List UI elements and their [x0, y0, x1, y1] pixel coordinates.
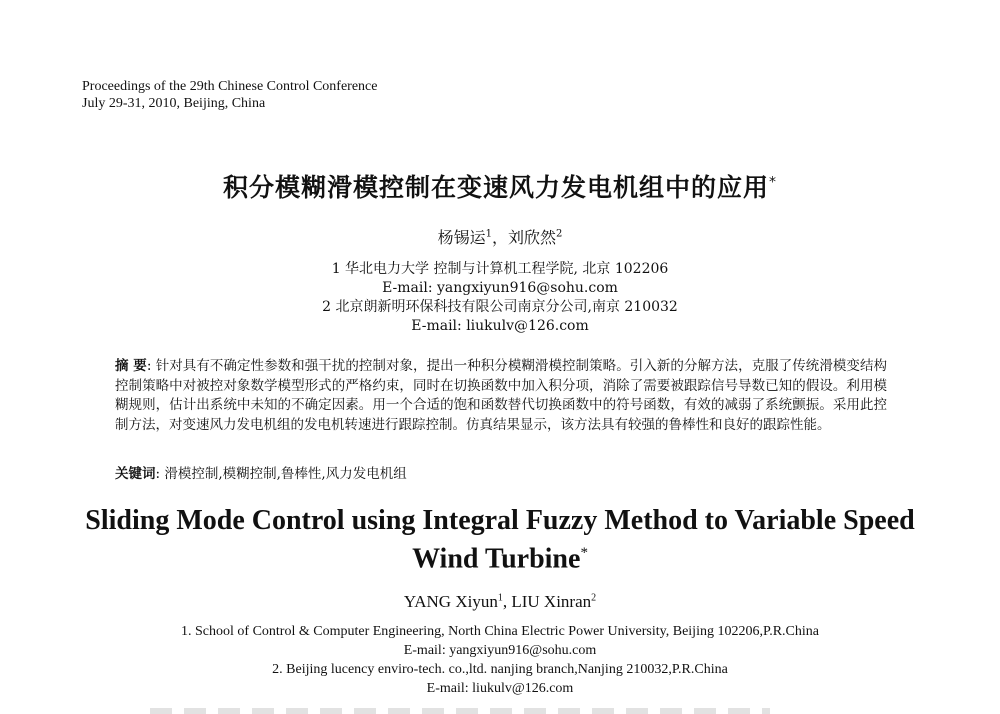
author-name: LIU Xinran [511, 592, 592, 611]
author-affiliation-mark: 1 [497, 592, 503, 604]
chinese-abstract [115, 357, 887, 435]
chinese-affiliations [0, 260, 1000, 336]
author-affiliation-mark: 2 [591, 592, 597, 604]
cut-off-text-line [150, 708, 770, 714]
english-title-text: Wind Turbine [412, 543, 581, 575]
conference-date-line: July 29-31, 2010, Beijing, China [82, 96, 266, 111]
author-name: 杨锡运 [437, 228, 486, 247]
title-footnote-mark: * [769, 174, 777, 191]
affiliation-line: 1 华北电力大学 控制与计算机工程学院, 北京 102206 [331, 261, 669, 277]
english-authors [0, 592, 1000, 612]
proceedings-line: Proceedings of the 29th Chinese Control Conference [82, 79, 378, 94]
chinese-keywords [115, 462, 407, 482]
chinese-title [0, 168, 1000, 204]
email-line: E-mail: liukulv@126.com [411, 318, 589, 334]
chinese-title-text: 积分模糊滑模控制在变速风力发电机组中的应用 [222, 173, 769, 202]
email-line: E-mail: liukulv@126.com [426, 681, 574, 696]
email-line: E-mail: yangxiyun916@sohu.com [382, 280, 618, 296]
english-title-line-2 [60, 537, 940, 575]
affiliation-line: 2 北京朗新明环保科技有限公司南京分公司,南京 210032 [322, 299, 678, 315]
affiliation-line: 2. Beijing lucency enviro-tech. co.,ltd. nanjing branch,Nanjing 210032,P.R.China [272, 662, 728, 677]
author-affiliation-mark: 1 [485, 228, 492, 240]
keywords-text: : 滑模控制,模糊控制,鲁棒性,风力发电机组 [155, 466, 407, 482]
author-separator: , [502, 592, 512, 611]
title-footnote-mark: * [580, 545, 588, 561]
abstract-label: 摘 要 [115, 358, 147, 374]
affiliation-line: 1. School of Control & Computer Engineering, North China Electric Power University, Beijing 102206,P.R.China [181, 624, 819, 639]
english-affiliations [0, 622, 1000, 698]
author-name: YANG Xiyun [403, 592, 498, 611]
english-title-line: Sliding Mode Control using Integral Fuzzy Method to Variable Speed [85, 505, 915, 536]
chinese-authors [0, 225, 1000, 248]
abstract-text: : 针对具有不确定性参数和强干扰的控制对象，提出一种积分模糊滑模控制策略。引入新的分解方法，克服了传统滑模变结构控制策略中对被控对象数学模型形式的严格约束，同时在切换函数中加入积分项，消除了需要被跟踪信号导数已知的假设。利用模糊规则，估计出系统中未知的不确定因素。用一个合适的饱和函数替代切换函数中的符号函数，有效的减弱了系统颤振。采用此控制方法，对变速风力发电机组的发电机转速进行跟踪控制。仿真结果显示，该方法具有较强的鲁棒性和良好的跟踪性能。 [115, 358, 888, 433]
email-line: E-mail: yangxiyun916@sohu.com [403, 643, 597, 658]
proceedings-header [82, 78, 377, 112]
author-name: 刘欣然 [508, 228, 557, 247]
english-title [60, 505, 940, 575]
keywords-label: 关键词 [115, 466, 156, 482]
author-affiliation-mark: 2 [556, 228, 563, 240]
author-separator: ， [491, 228, 508, 247]
